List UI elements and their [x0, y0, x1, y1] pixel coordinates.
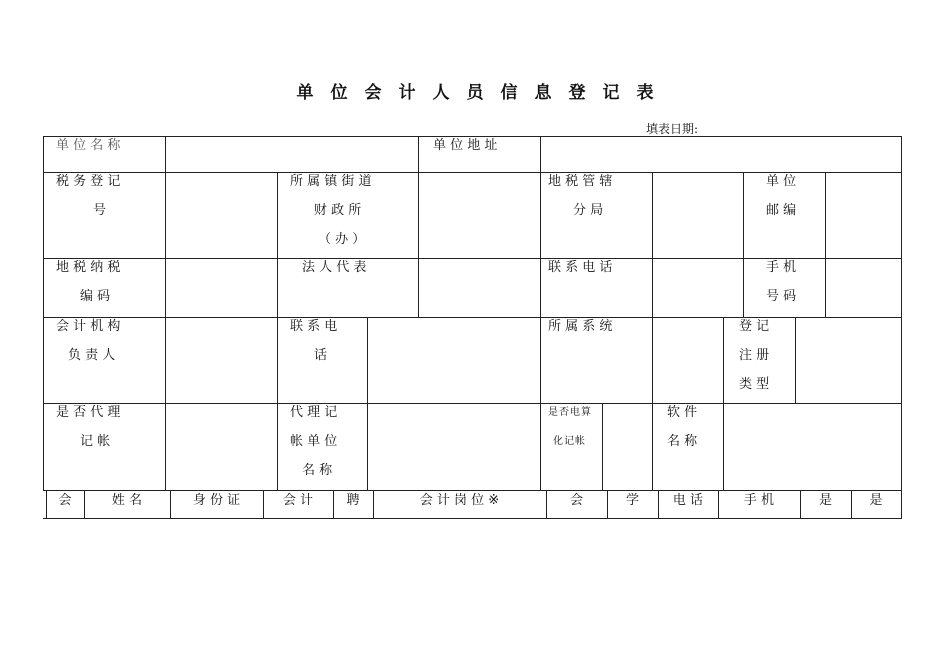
header-cell: 会 计 岗 位 ※ [419, 493, 500, 508]
label-mobile-2: 号 码 [766, 289, 797, 304]
label-tax-registration-2: 号 [93, 203, 107, 218]
label-taxpayer-code-2: 编 码 [80, 289, 111, 304]
label-unit-address: 单 位 地 址 [433, 138, 498, 153]
table-border-right [901, 136, 902, 519]
table-border-left [43, 136, 44, 491]
label-accounting-head-2: 负 责 人 [68, 348, 116, 363]
row-divider [43, 317, 902, 318]
label-system: 所 属 系 统 [548, 319, 613, 334]
header-cell: 学 [625, 493, 639, 508]
label-registration-type-2: 注 册 [739, 348, 770, 363]
col-divider [165, 136, 166, 491]
label-software: 软 件 [667, 405, 698, 420]
label-computerized: 是否电算 [548, 407, 592, 418]
col-divider [418, 172, 419, 317]
col-divider [825, 172, 826, 317]
col-divider [652, 172, 653, 317]
header-cell: 身 份 证 [192, 493, 241, 508]
header-cell: 是 [869, 493, 883, 508]
label-contact: 联 系 电 [290, 319, 338, 334]
label-agent-unit-2: 帐 单 位 [290, 434, 338, 449]
col-divider [602, 403, 603, 490]
label-unit-name: 单 位 名 称 [56, 138, 121, 153]
label-town-finance-3: （ 办 ） [318, 232, 366, 247]
label-registration-type-3: 类 型 [739, 377, 770, 392]
label-registration-type: 登 记 [739, 319, 770, 334]
header-cell: 电 话 [672, 493, 704, 508]
header-cell: 是 [818, 493, 832, 508]
label-agent-unit: 代 理 记 [290, 405, 338, 420]
col-divider [652, 317, 653, 403]
col-divider [652, 403, 653, 490]
label-taxpayer-code: 地 税 纳 税 [56, 260, 121, 275]
label-agent-bookkeeping: 是 否 代 理 [56, 405, 121, 420]
label-postcode: 单 位 [766, 174, 797, 189]
header-cell: 聘 [346, 493, 360, 508]
row-divider [43, 403, 902, 404]
col-divider [743, 172, 744, 317]
label-agent-bookkeeping-2: 记 帐 [80, 434, 111, 449]
col-divider [418, 136, 419, 172]
label-postcode-2: 邮 编 [766, 203, 797, 218]
label-tax-registration: 税 务 登 记 [56, 174, 121, 189]
table-border-bottom [43, 518, 902, 519]
label-local-tax-2: 分 局 [573, 203, 604, 218]
label-contact-2: 话 [314, 348, 328, 363]
col-divider [540, 403, 541, 490]
col-divider [795, 317, 796, 403]
header-cell: 姓 名 [111, 493, 143, 508]
col-divider [540, 136, 541, 403]
fill-date-label: 填表日期: [646, 122, 699, 136]
label-software-2: 名 称 [667, 434, 698, 449]
col-divider [723, 317, 724, 490]
header-cell: 会 计 [282, 493, 314, 508]
label-accounting-head: 会 计 机 构 [56, 319, 121, 334]
label-mobile: 手 机 [766, 260, 797, 275]
form-title: 单位会计人员信息登记表 [296, 83, 671, 103]
label-computerized-2: 化记帐 [553, 436, 586, 447]
header-cell: 会 [58, 493, 72, 508]
header-cell: 会 [569, 493, 583, 508]
label-town-finance-2: 财 政 所 [314, 203, 362, 218]
col-divider [367, 317, 368, 490]
label-contact-phone: 联 系 电 话 [548, 260, 613, 275]
label-legal-rep: 法 人 代 表 [302, 260, 367, 275]
label-agent-unit-3: 名 称 [302, 463, 333, 478]
header-cell: 手 机 [743, 493, 775, 508]
label-town-finance: 所 属 镇 街 道 [290, 174, 372, 189]
col-divider [277, 172, 278, 490]
label-local-tax: 地 税 管 辖 [548, 174, 613, 189]
